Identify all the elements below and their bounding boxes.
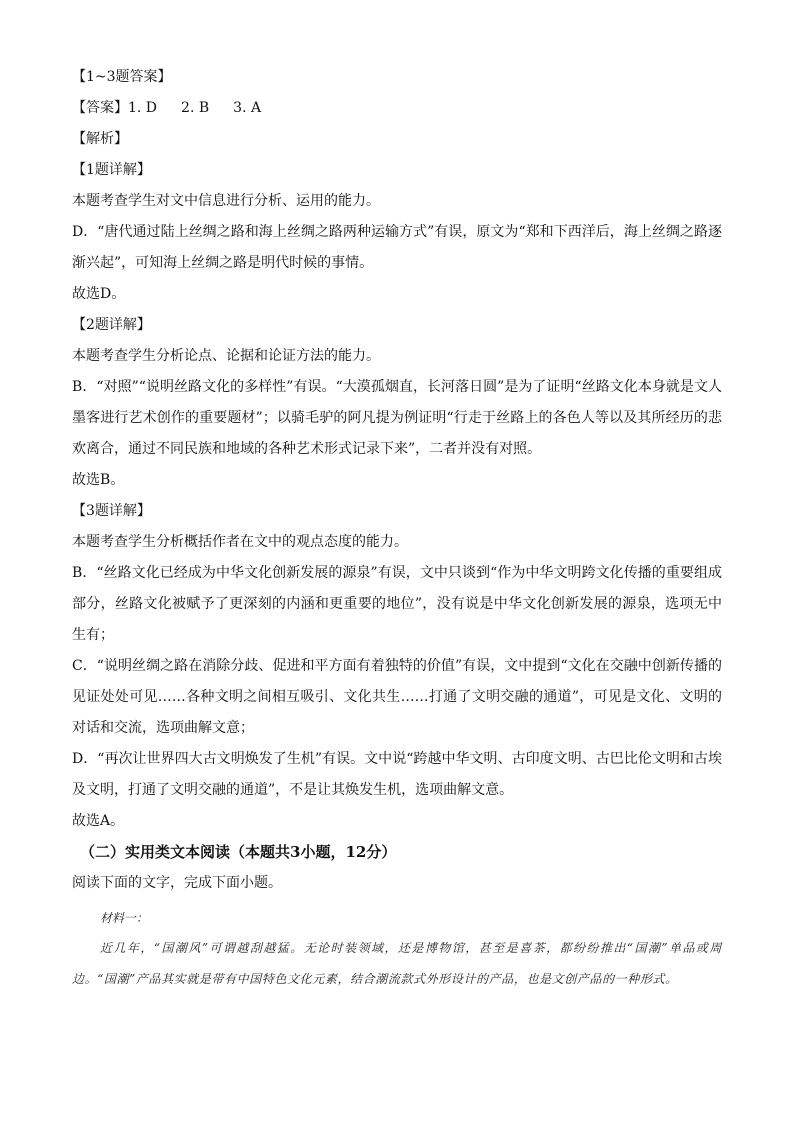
answer-label: 【答案】	[72, 100, 128, 116]
answers-heading: 【1~3题答案】	[72, 69, 172, 85]
q2-conclusion: 故选B。	[72, 472, 125, 488]
answer-line	[72, 93, 722, 124]
answer-3: 3. A	[233, 100, 262, 116]
q3-detail-d: D．“再次让世界四大古文明焕发了生机”有误。文中说“跨越中华文明、古印度文明、古巴比伦文明和古埃及文明，打通了文明交融的通道”，不是让其焕发生机，选项曲解文意。	[72, 751, 722, 798]
q3-intro: 本题考查学生分析概括作者在文中的观点态度的能力。	[72, 534, 408, 550]
q3-conclusion: 故选A。	[72, 813, 125, 829]
answer-1: 1. D	[128, 100, 158, 116]
material-text: 近几年，“国潮风”可谓越刮越猛。无论时装领域，还是博物馆，甚至是喜茶，都纷纷推出“国潮”单品或周边。“国潮”产品其实就是带有中国特色文化元素，结合潮流款式外形设计的产品，也是文创产品的一种形式。	[72, 941, 722, 986]
q3-detail-c: C．“说明丝绸之路在消除分歧、促进和平方面有着独特的价值”有误，文中提到“文化在交融中创新传播的见证处处可见……各种文明之间相互吸引、文化共生……打通了文明交融的通道”，可见是文化、文明的对话和交流，选项曲解文意；	[72, 658, 722, 736]
q1-detail: D．“唐代通过陆上丝绸之路和海上丝绸之路两种运输方式”有误，原文为“郑和下西洋后，海上丝绸之路逐渐兴起”，可知海上丝绸之路是明代时候的事情。	[72, 224, 722, 271]
q3-detail-b: B．“丝路文化已经成为中华文化创新发展的源泉”有误，文中只谈到“作为中华文明跨文化传播的重要组成部分，丝路文化被赋予了更深刻的内涵和更重要的地位”，没有说是中华文化创新发展的源泉，选项无中生有；	[72, 565, 722, 643]
q1-conclusion: 故选D。	[72, 286, 126, 302]
analysis-heading: 【解析】	[72, 131, 128, 147]
q1-intro: 本题考查学生对文中信息进行分析、运用的能力。	[72, 193, 380, 209]
answer-2: 2. B	[181, 100, 210, 116]
material-label: 材料一：	[100, 911, 149, 925]
q2-heading: 【2题详解】	[72, 317, 151, 333]
q3-heading: 【3题详解】	[72, 503, 151, 519]
section-instruction: 阅读下面的文字，完成下面小题。	[72, 875, 282, 891]
section-title: （二）实用类文本阅读（本题共3小题，12分）	[80, 843, 397, 861]
q1-heading: 【1题详解】	[72, 162, 151, 178]
document-page	[72, 62, 722, 995]
q2-detail: B．“对照”“说明丝路文化的多样性”有误。“大漠孤烟直，长河落日圆”是为了证明“丝路文化本身就是文人墨客进行艺术创作的重要题材”；以骑毛驴的阿凡提为例证明“行走于丝路上的各色人等以及其所经历的悲欢离合，通过不同民族和地域的各种艺术形式记录下来”，二者并没有对照。	[72, 379, 722, 457]
q2-intro: 本题考查学生分析论点、论据和论证方法的能力。	[72, 348, 380, 364]
